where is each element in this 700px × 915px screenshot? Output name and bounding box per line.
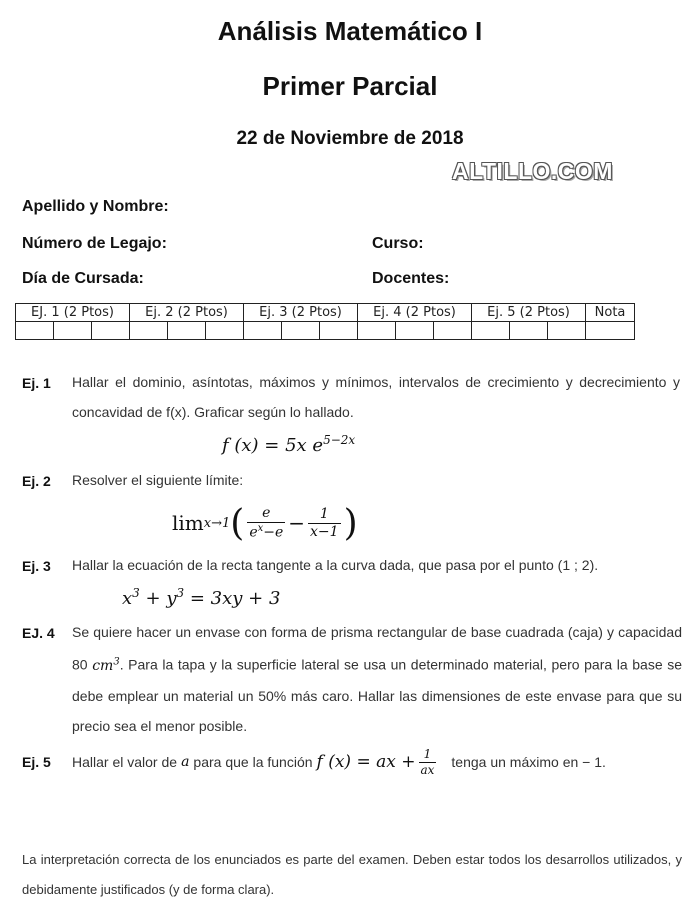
field-docentes: Docentes: [372,270,450,287]
exam-title: Análisis Matemático I [217,16,483,46]
grade-cell [434,322,472,340]
grade-header-ej1: EJ. 1 (2 Ptos) [16,304,130,322]
ej3-text: Hallar la ecuación de la recta tangente a la curva dada, que pasa por el punto (1 ; 2). [72,557,599,573]
ej4-label: EJ. 4 [22,625,55,641]
ej5-label: Ej. 5 [22,754,51,770]
ej2-text: Resolver el siguiente límite: [72,472,244,488]
footer-note: La interpretación correcta de los enunciados es parte del examen. Deben estar todos los desarrollos utilizados, y debidamente justificados (y de forma clara). [22,852,682,897]
grade-cell [130,322,168,340]
ej1-text: Hallar el dominio, asíntotas, máximos y mínimos, intervalos de crecimiento y decrecimiento y concavidad de f(x). Graficar según lo hallado. [72,374,680,420]
field-dia: Día de Cursada: [22,270,144,287]
grade-cell [16,322,54,340]
ej1-label: Ej. 1 [22,375,51,391]
exam-date: 22 de Noviembre de 2018 [236,128,464,149]
watermark: ALTILLO.COM [452,158,613,184]
ej3-formula: $x^3 + y^3 = 3xy + 3$ [122,586,281,609]
exam-subtitle: Primer Parcial [262,71,438,101]
ej2-formula: lim x→1 ( $\frac{e}{e^x-e}$ − $\frac{1}{x-1}$ ) [172,502,358,544]
field-legajo: Número de Legajo: [22,235,167,252]
grade-cell [168,322,206,340]
field-curso: Curso: [372,235,424,252]
grade-cell [358,322,396,340]
grade-cell [54,322,92,340]
grade-cell [510,322,548,340]
grade-cell [548,322,586,340]
grade-header-ej4: Ej. 4 (2 Ptos) [358,304,472,322]
grade-cell [282,322,320,340]
grade-header-ej3: Ej. 3 (2 Ptos) [244,304,358,322]
field-name: Apellido y Nombre: [22,198,169,215]
ej5-text: Hallar el valor de a para que la función f (x) = ax + $\frac{1}{ax}$ tenga un máximo en − 1. [72,747,606,777]
grade-cell [472,322,510,340]
ej3-label: Ej. 3 [22,558,51,574]
grade-cell [320,322,358,340]
grade-table [15,303,635,340]
grade-cell [92,322,130,340]
grade-cell [244,322,282,340]
grade-header-nota: Nota [586,304,635,322]
grade-cell [206,322,244,340]
grade-header-ej2: Ej. 2 (2 Ptos) [130,304,244,322]
grade-cell [586,322,635,340]
grade-header-ej5: Ej. 5 (2 Ptos) [472,304,586,322]
grade-cell [396,322,434,340]
ej2-label: Ej. 2 [22,473,51,489]
ej1-formula: f (x) = 5x $e^{5-2x}$ [222,433,356,456]
ej4-text: Se quiere hacer un envase con forma de prisma rectangular de base cuadrada (caja) y capacidad 80 $cm^3$. Para la tapa y la superficie lateral se usa un determinado material, pero para la base se debe emplear un material un 50% más caro. Hallar las dimensiones de este envase para que su precio sea el menor posible. [72,624,683,734]
